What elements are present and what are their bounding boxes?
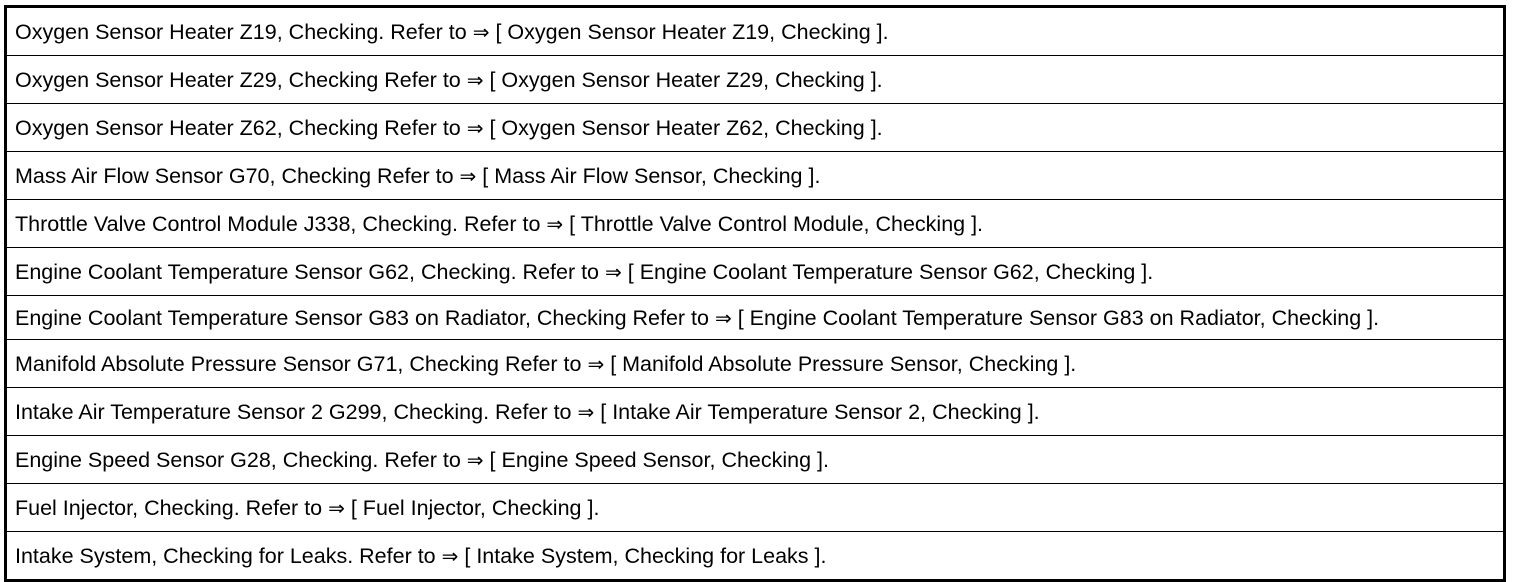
row-label: Engine Coolant Temperature Sensor G62, Checking. Refer to [15,260,600,284]
table-row [7,56,1503,104]
table-row [7,388,1503,436]
arrow-icon: ⇒ [587,352,605,376]
row-label: Engine Coolant Temperature Sensor G83 on Radiator, Checking Refer to [15,306,709,330]
row-label: Oxygen Sensor Heater Z29, Checking Refer to [15,68,461,92]
reference-link[interactable]: [ Throttle Valve Control Module, Checking ]. [569,212,984,236]
reference-link[interactable]: [ Oxygen Sensor Heater Z19, Checking ]. [495,20,889,44]
reference-link[interactable]: [ Oxygen Sensor Heater Z29, Checking ]. [489,68,883,92]
arrow-icon: ⇒ [605,260,622,284]
arrow-icon: ⇒ [459,164,477,188]
table-row [7,340,1503,388]
reference-link[interactable]: [ Intake Air Temperature Sensor 2, Checking ]. [600,400,1040,424]
reference-link[interactable]: [ Mass Air Flow Sensor, Checking ]. [482,164,821,188]
reference-link[interactable]: [ Engine Coolant Temperature Sensor G83 on Radiator, Checking ]. [737,306,1380,330]
arrow-icon: ⇒ [466,68,484,92]
reference-link[interactable]: [ Oxygen Sensor Heater Z62, Checking ]. [489,116,883,140]
arrow-icon: ⇒ [466,448,484,472]
arrow-icon: ⇒ [441,544,459,568]
reference-link[interactable]: [ Engine Coolant Temperature Sensor G62, Checking ]. [627,260,1154,284]
arrow-icon: ⇒ [328,496,345,520]
table-row [7,532,1503,579]
row-label: Oxygen Sensor Heater Z62, Checking Refer to [15,116,461,140]
arrow-icon: ⇒ [577,400,595,424]
arrow-icon: ⇒ [466,116,484,140]
reference-link[interactable]: [ Intake System, Checking for Leaks ]. [464,544,827,568]
arrow-icon: ⇒ [546,212,564,236]
table-row [7,152,1503,200]
reference-link[interactable]: [ Fuel Injector, Checking ]. [350,496,600,520]
table-row [7,200,1503,248]
row-label: Mass Air Flow Sensor G70, Checking Refer to [15,164,454,188]
row-label: Fuel Injector, Checking. Refer to [15,496,323,520]
arrow-icon: ⇒ [714,306,732,330]
row-label: Intake System, Checking for Leaks. Refer to [15,544,436,568]
reference-table [4,5,1506,582]
row-label: Intake Air Temperature Sensor 2 G299, Checking. Refer to [15,400,572,424]
reference-link[interactable]: [ Manifold Absolute Pressure Sensor, Checking ]. [610,352,1077,376]
row-label: Manifold Absolute Pressure Sensor G71, Checking Refer to [15,352,582,376]
row-label: Throttle Valve Control Module J338, Checking. Refer to [15,212,541,236]
table-row [7,248,1503,296]
table-row [7,484,1503,532]
table-row [7,8,1503,56]
table-row [7,296,1503,340]
row-label: Oxygen Sensor Heater Z19, Checking. Refer to [15,20,467,44]
table-row [7,104,1503,152]
table-row [7,436,1503,484]
reference-link[interactable]: [ Engine Speed Sensor, Checking ]. [489,448,829,472]
arrow-icon: ⇒ [472,20,490,44]
row-label: Engine Speed Sensor G28, Checking. Refer to [15,448,461,472]
